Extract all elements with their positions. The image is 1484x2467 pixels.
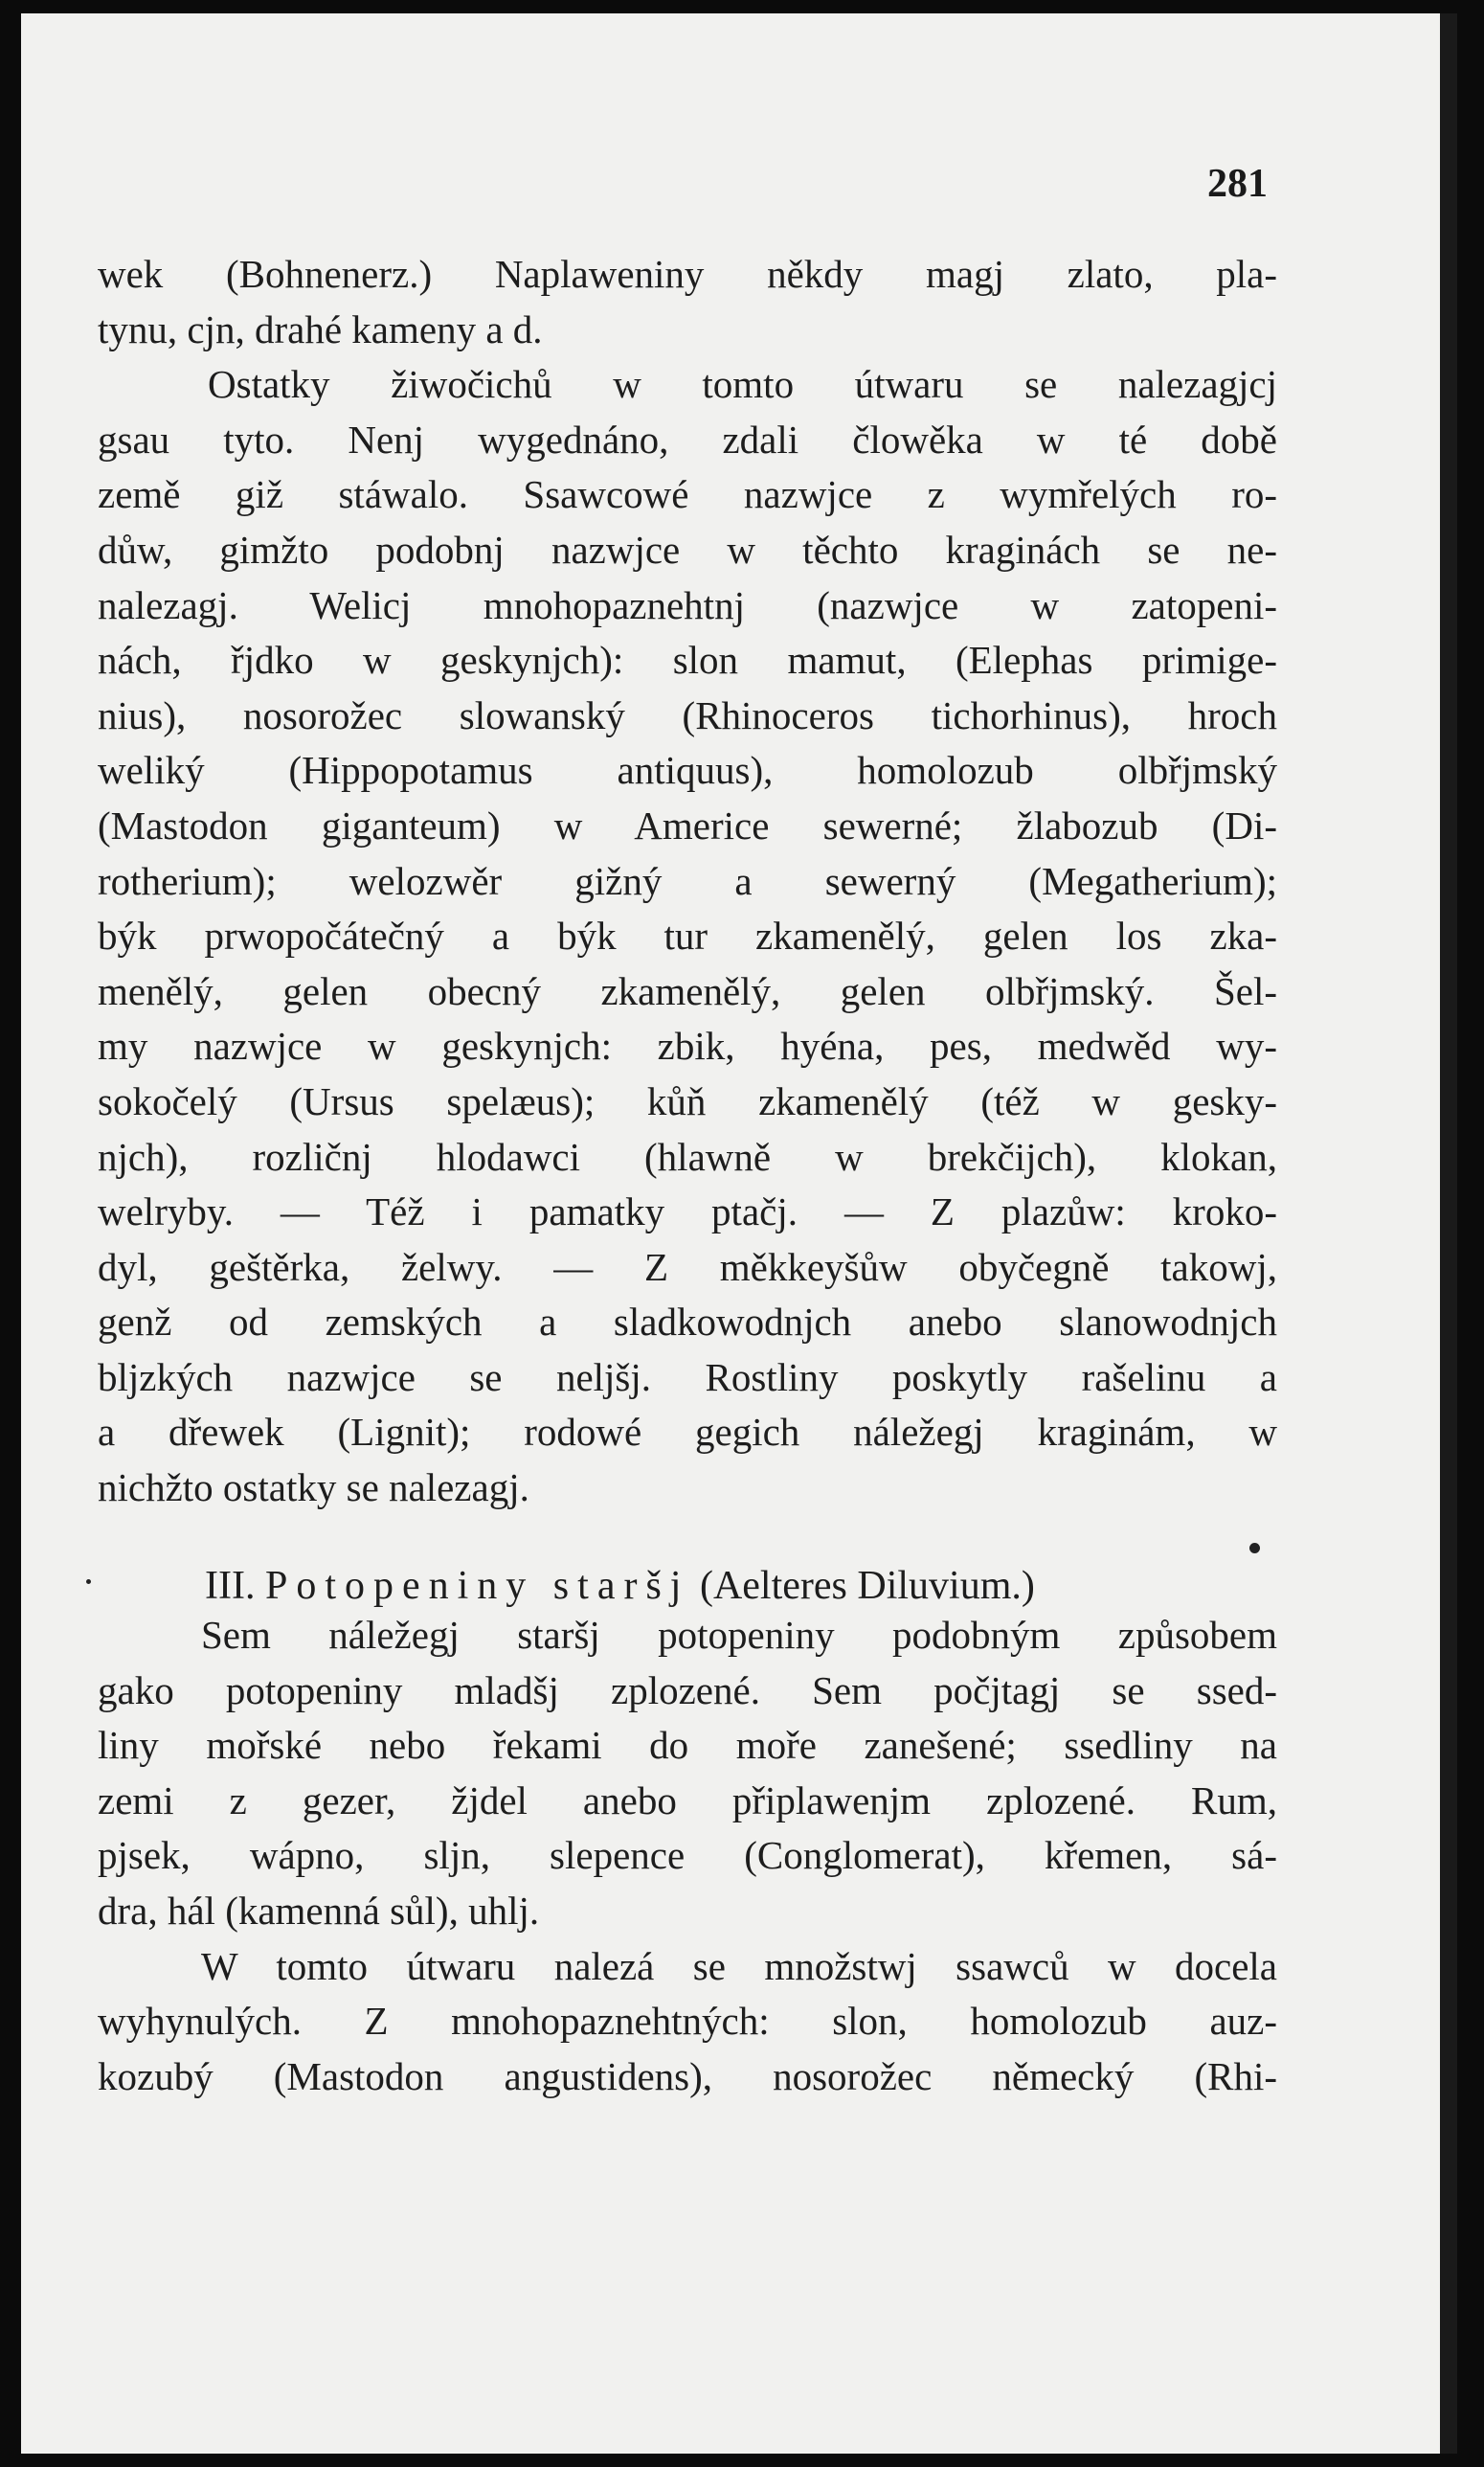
text-line: nius), nosorožec slowanský (Rhinoceros tichorhinus), hroch <box>98 692 1277 737</box>
text-line: dyl, geštěrka, želwy. — Z měkkeyšůw obyčegně takowj, <box>98 1244 1277 1289</box>
text-line: zemi z gezer, žjdel anebo připlawenjm zplozené. Rum, <box>98 1777 1277 1822</box>
text-line: W tomto útwaru nalezá se množstwj ssawců w docela <box>201 1943 1277 1988</box>
paragraph-ostatky <box>98 247 1277 1516</box>
text-line: nách, řjdko w geskynjch): slon mamut, (Elephas primige- <box>98 638 1277 683</box>
text-line: pjsek, wápno, sljn, slepence (Conglomerat), křemen, sá- <box>98 1833 1277 1878</box>
text-line: wek (Bohnenerz.) Naplaweniny někdy magj zlato, pla- <box>98 252 1277 296</box>
text-line: býk prwopočátečný a býk tur zkamenělý, gelen los zka- <box>98 914 1277 959</box>
text-line: my nazwjce w geskynjch: zbik, hyéna, pes, medwěd wy- <box>98 1024 1277 1069</box>
text-line: rotherium); welozwěr gižný a sewerný (Megatherium); <box>98 858 1277 903</box>
text-line: země giž stáwalo. Ssawcowé nazwjce z wymřelých ro- <box>98 472 1277 517</box>
text-line: a dřewek (Lignit); rodowé gegich náležegj kraginám, w <box>98 1410 1277 1455</box>
text-line: kozubý (Mastodon angustidens), nosorožec německý (Rhi- <box>98 2053 1277 2098</box>
book-page <box>21 13 1457 2454</box>
section-subtitle: (Aelteres Diluvium.) <box>699 1564 1035 1608</box>
text-line: dra, hál (kamenná sůl), uhlj. <box>98 1888 540 1933</box>
section-numeral: III. <box>205 1564 256 1608</box>
text-line: důw, gimžto podobnj nazwjce w těchto kraginách se ne- <box>98 527 1277 572</box>
text-line: nalezagj. Welicj mnohopaznehtnj (nazwjce w zatopeni- <box>98 582 1277 627</box>
text-line: tynu, cjn, drahé kameny a d. <box>98 306 543 351</box>
text-line: bljzkých nazwjce se neljšj. Rostliny poskytly rašelinu a <box>98 1354 1277 1399</box>
text-line: njch), rozličnj hlodawci (hlawně w brekčijch), klokan, <box>98 1134 1277 1179</box>
ink-speck <box>86 1579 91 1584</box>
text-line: weliký (Hippopotamus antiquus), homolozub olbřjmský <box>98 748 1277 793</box>
ink-speck <box>1249 1543 1260 1553</box>
text-line: liny mořské nebo řekami do moře zanešené; ssedliny na <box>98 1723 1277 1768</box>
text-line: welryby. — Též i pamatky ptačj. — Z plazůw: kroko- <box>98 1189 1277 1234</box>
section-title: Potopeniny staršj <box>264 1564 690 1608</box>
page-number: 281 <box>1207 162 1268 206</box>
text-line: gsau tyto. Nenj wygednáno, zdali člowěka w té době <box>98 417 1277 462</box>
text-line: wyhynulých. Z mnohopaznehtných: slon, homolozub auz- <box>98 1999 1277 2044</box>
text-line: menělý, gelen obecný zkamenělý, gelen olbřjmský. Šel- <box>98 968 1277 1013</box>
text-line: gako potopeniny mladšj zplozené. Sem počjtagj se ssed- <box>98 1667 1277 1712</box>
text-line: Sem náležegj staršj potopeniny podobným způsobem <box>201 1613 1277 1657</box>
text-line: (Mastodon giganteum) w Americe sewerné; žlabozub (Di- <box>98 803 1277 848</box>
section-heading <box>205 1557 1035 1615</box>
section-body <box>98 1608 1277 2104</box>
text-line: genž od zemských a sladkowodnjch anebo slanowodnjch <box>98 1300 1277 1345</box>
text-line: nichžto ostatky se nalezagj. <box>98 1465 529 1510</box>
text-line: sokočelý (Ursus spelæus); kůň zkamenělý (též w gesky- <box>98 1078 1277 1123</box>
text-line: Ostatky žiwočichů w tomto útwaru se nalezagjcj <box>208 362 1277 407</box>
